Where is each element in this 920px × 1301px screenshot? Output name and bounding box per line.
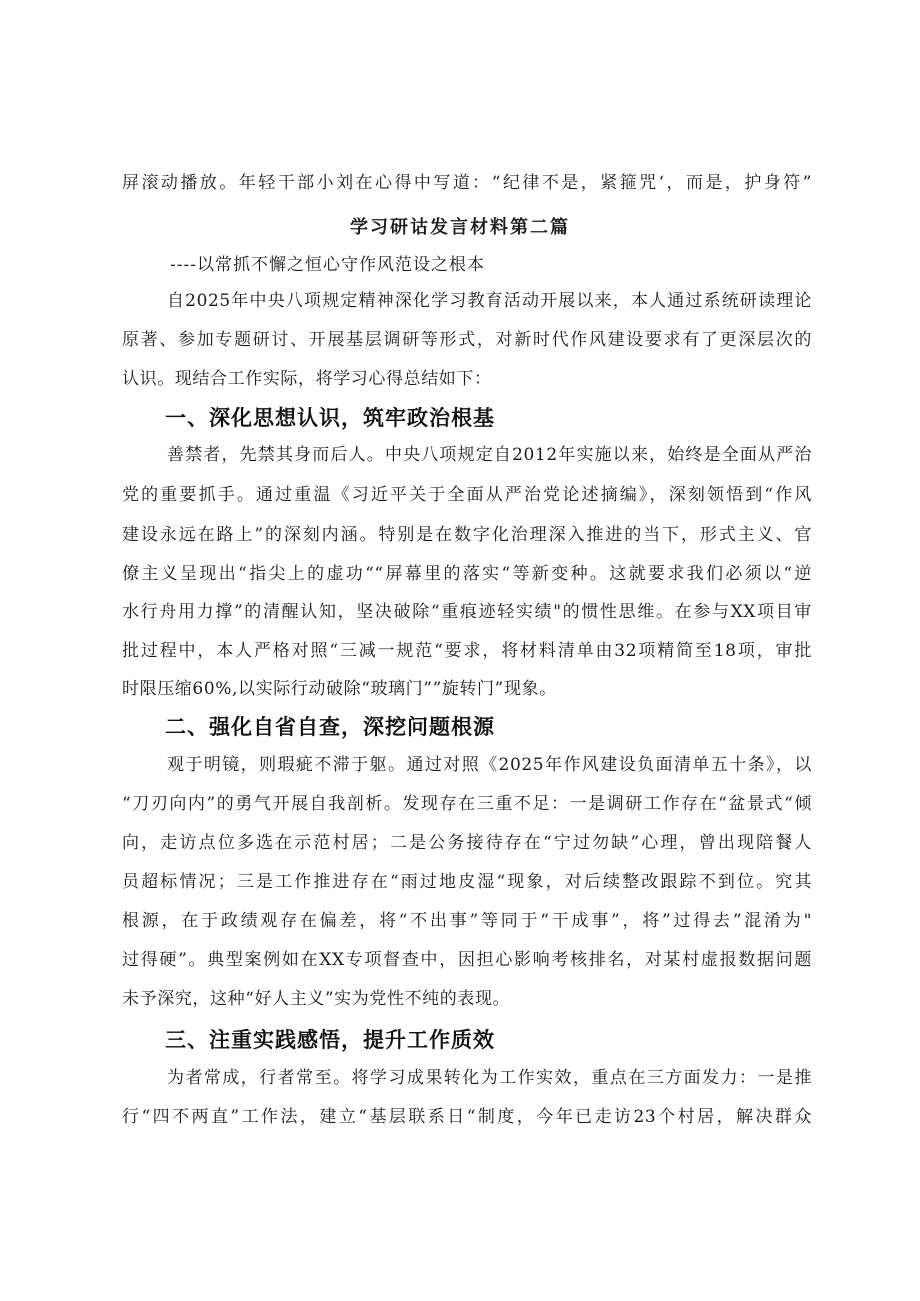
paragraph-line: “刀刃向内”的勇气开展自我剖析。发现存在三重不足：一是调研工作存在“盆景式“倾 xyxy=(122,794,812,814)
paragraph-line: 时限压缩60%,以实际行动破除“玻璃门””旋转门”现象。 xyxy=(122,679,557,699)
paragraph-line: 原著、参加专题研讨、开展基层调研等形式，对新时代作风建设要求有了更深层次的 xyxy=(122,330,812,350)
section-heading-3: 三、注重实践感悟，提升工作质效 xyxy=(165,1028,495,1052)
paragraph-line: 观于明镜，则瑕疵不滞于躯。通过对照《2025年作风建设负面清单五十条》，以 xyxy=(167,755,812,775)
paragraph-line: 根源，在于政绩观存在偏差，将“不出事”等同于“干成事”，将”过得去”混淆为" xyxy=(122,911,812,931)
section-heading-2: 二、强化自省自查，深挖问题根源 xyxy=(165,715,495,739)
section-heading-1: 一、深化思想认识，筑牢政治根基 xyxy=(165,406,495,430)
document-title: 学习研诂发言材料第二篇 xyxy=(350,217,570,238)
paragraph-line: 行“四不两直”工作法，建立“基层联系日“制度，今年已走访23个村居，解决群众 xyxy=(122,1107,812,1127)
paragraph-line: 批过程中，本人严格对照“三减一规范“要求，将材料清单由32项精简至18项，审批 xyxy=(122,641,812,661)
paragraph-line: 党的重要抓手。通过重温《习近平关于全面从严治党论述摘编》，深刻领悟到“作风 xyxy=(122,485,812,505)
paragraph-line: 认识。现结合工作实际，将学习心得总结如下： xyxy=(122,369,492,389)
paragraph-line: 善禁者，先禁其身而后人。中央八项规定自2012年实施以来，始终是全面从严治 xyxy=(167,445,812,465)
paragraph-line: 过得硬”。典型案例如在XX专项督查中，因担心影响考核排名，对某村虚报数据问题 xyxy=(122,950,812,970)
paragraph-line: 自2025年中央八项规定精神深化学习教育活动开展以来，本人通过系统研读理论 xyxy=(167,291,812,311)
intro-line: 屏滚动播放。年轻干部小刘在心得中写道：“纪律不是，紧箍咒‘，而是，护身符” xyxy=(122,173,812,193)
document-subtitle: ----以常抓不懈之恒心守作风范设之根本 xyxy=(170,255,485,275)
paragraph-line: 水行舟用力撑”的清醒认知，坚决破除“重痕迹轻实绩"的惯性思维。在参与XX项目审 xyxy=(122,602,812,622)
paragraph-line: 员超标情况；三是工作推进存在“雨过地皮湿“现象，对后续整改跟踪不到位。究其 xyxy=(122,872,812,892)
paragraph-line: 未予深究，这种“好人主义”实为党性不纯的表现。 xyxy=(122,989,511,1009)
paragraph-line: 为者常成，行者常至。将学习成果转化为工作实效，重点在三方面发力：一是推 xyxy=(167,1068,812,1088)
paragraph-line: 向，走访点位多选在示范村居；二是公务接待存在“宁过勿缺”心理，曾出现陪餐人 xyxy=(122,833,812,853)
paragraph-line: 僚主义呈现出“指尖上的虚功““屏幕里的落实“等新变种。这就要求我们必须以“逆 xyxy=(122,564,812,584)
paragraph-line: 建设永远在路上”的深刻内涵。特别是在数字化治理深入推进的当下，形式主义、官 xyxy=(122,525,812,545)
